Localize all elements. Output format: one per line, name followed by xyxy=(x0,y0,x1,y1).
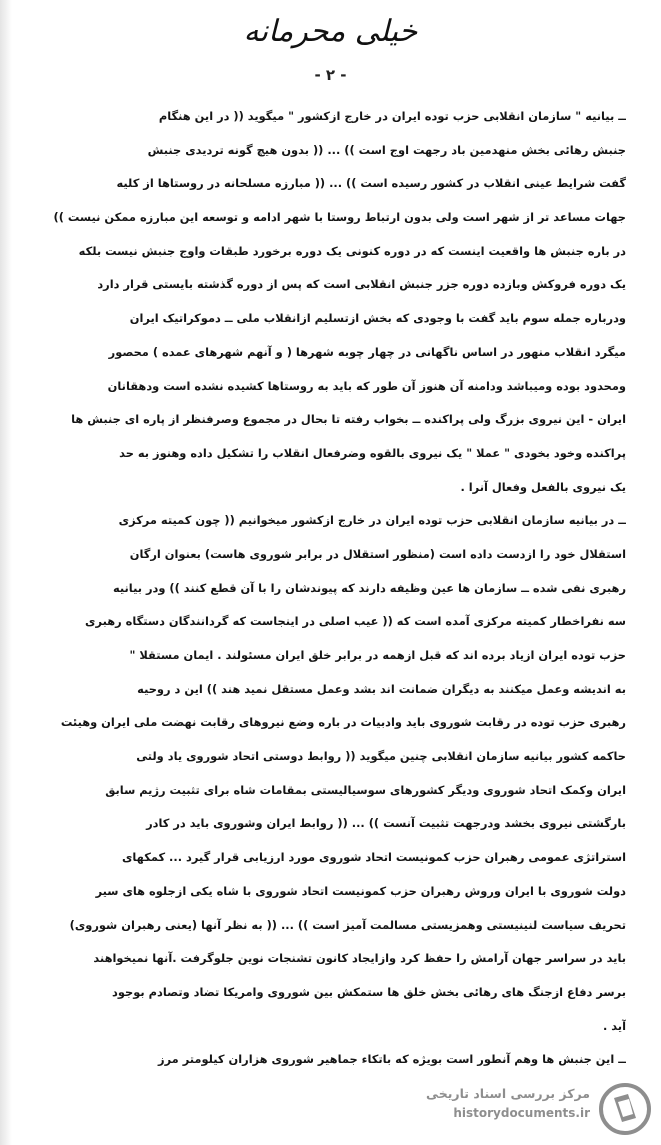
body-line: پراکنده وخود بخودی " عملا " یک نیروی بالقوه وضرفعال انقلاب را تشکیل داده وهنوز به حد xyxy=(119,445,626,460)
scan-edge-shadow xyxy=(0,0,12,1145)
body-line: رهبری نفی شده ــ سازمان ها عین وظیفه دارند که پیوندشان را با آن قطع کنند )) ودر بیانیه xyxy=(112,580,626,595)
body-line: یک دوره فروکش وبازده دوره جزر جنبش انقلابی است که پس از دوره گذشته بایستی قرار دارد xyxy=(97,277,626,292)
classification-stamp: خیلی محرمانه xyxy=(243,14,418,49)
body-line: یک نیروی بالفعل وفعال آنرا . xyxy=(460,479,626,494)
watermark-title: مرکز بررسی اسناد تاریخی xyxy=(426,1086,590,1101)
watermark xyxy=(426,1080,654,1140)
body-line: جهات مساعد تر از شهر است ولی بدون ارتباط روستا با شهر ادامه و توسعه این مبارزه ممکن نیست )) xyxy=(53,210,626,225)
body-line: رهبری حزب توده در رقابت شوروی باید وادبیات در باره وضع نیروهای رقابت نهضت ملی ایران وهیئت xyxy=(60,715,626,730)
body-line: تحریف سیاست لنینیستی وهمزیستی مسالمت آمیز است )) ... (( به نظر آنها (یعنی رهبران شوروی) xyxy=(69,917,626,932)
body-line: ایران وکمک اتحاد شوروی ودیگر کشورهای سوسیالیستی بمقامات شاه برای تثبیت رژیم سابق xyxy=(105,782,626,797)
watermark-url: historydocuments.ir xyxy=(453,1106,590,1120)
body-line: ایران - این نیروی بزرگ ولی پراکنده ــ بخواب رفته تا بحال در مجموع وصرفنظر از پاره ای جنبش ها xyxy=(71,412,626,427)
body-line: گفت شرایط عینی انقلاب در کشور رسیده است )) ... (( مبارزه مسلحانه در روستاها از کلیه xyxy=(116,176,626,191)
body-line: ومحدود بوده ومیباشد ودامنه آن هنوز آن طور که باید به روستاها کشیده نشده است ودهقانان xyxy=(107,378,626,393)
body-line: آید . xyxy=(602,1018,626,1033)
body-line: به اندیشه وعمل میکنند به دیگران ضمانت اند بشد وعمل مستقل نمید هند )) این د روحیه xyxy=(137,681,626,696)
body-line: استقلال خود را ازدست داده است (منظور استقلال در برابر شوروی هاست) بعنوان ارگان xyxy=(129,546,626,561)
body-line: حزب توده ایران ازیاد برده اند که قبل ازهمه در برابر خلق ایران مسئولند . ایمان مستقلا " xyxy=(129,648,626,662)
body-line: باید در سراسر جهان آرامش را حفظ کرد وازایجاد کانون تشنجات نوین جلوگرفت .آنها نمیخواهند xyxy=(93,951,626,966)
body-line: سه نفراخطار کمیته مرکزی آمده است که (( عیب اصلی در اینجاست که گردانندگان دستگاه رهبری xyxy=(85,614,626,629)
body-line: میگرد انقلاب منهور در اساس ناگهانی در چهار چوبه شهرها ( و آنهم شهرهای عمده ) محصور xyxy=(108,344,626,359)
body-line: ــ بیانیه " سازمان انقلابی حزب توده ایران در خارج ازکشور " میگوید (( در این هنگام xyxy=(158,109,626,123)
body-line: در باره جنبش ها واقعیت اینست که در دوره کنونی یک دوره برخورد طبقات واوج جنبش نیست بلکه xyxy=(78,243,626,258)
page-number: - ۲ - xyxy=(314,66,347,84)
document-body xyxy=(52,100,626,1077)
body-line: برسر دفاع ازجنگ های رهائی بخش خلق ها ستمکش بین شوروی وامریکا تضاد وتصادم بوجود xyxy=(112,984,626,999)
body-line: حاکمه کشور بیانیه سازمان انقلابی چنین میگوید (( روابط دوستی اتحاد شوروی یاد ولتی xyxy=(136,749,626,764)
body-line: جنبش رهائی بخش منهدمین باد رجهت اوج است )) ... (( بدون هیچ گونه تردیدی جنبش xyxy=(147,142,626,157)
body-line: ــ این جنبش ها وهم آنطور است بویژه که باتکاء جماهیر شوروی هزاران کیلومتر مرز xyxy=(158,1052,626,1067)
body-line: ــ در بیانیه سازمان انقلابی حزب توده ایران در خارج ازکشور میخوانیم (( چون کمیته مرکزی xyxy=(118,513,626,528)
body-line: ودرباره جمله سوم باید گفت با وجودی که بخش ازتسلیم ازانقلاب ملی ــ دموکراتیک ایران xyxy=(129,311,626,326)
body-line: بارگشتی نیروی بخشد ودرجهت تثبیت آنست )) ... (( روابط ایران وشوروی باید در کادر xyxy=(146,816,626,831)
history-documents-logo-icon xyxy=(598,1082,652,1136)
body-line: استراتژی عمومی رهبران حزب کمونیست اتحاد شوروی مورد ارزیابی قرار گیرد ... کمکهای xyxy=(121,850,626,865)
body-line: دولت شوروی با ایران وروش رهبران حزب کمونیست اتحاد شوروی با شاه یکی ازجلوه های سیر xyxy=(95,883,626,898)
